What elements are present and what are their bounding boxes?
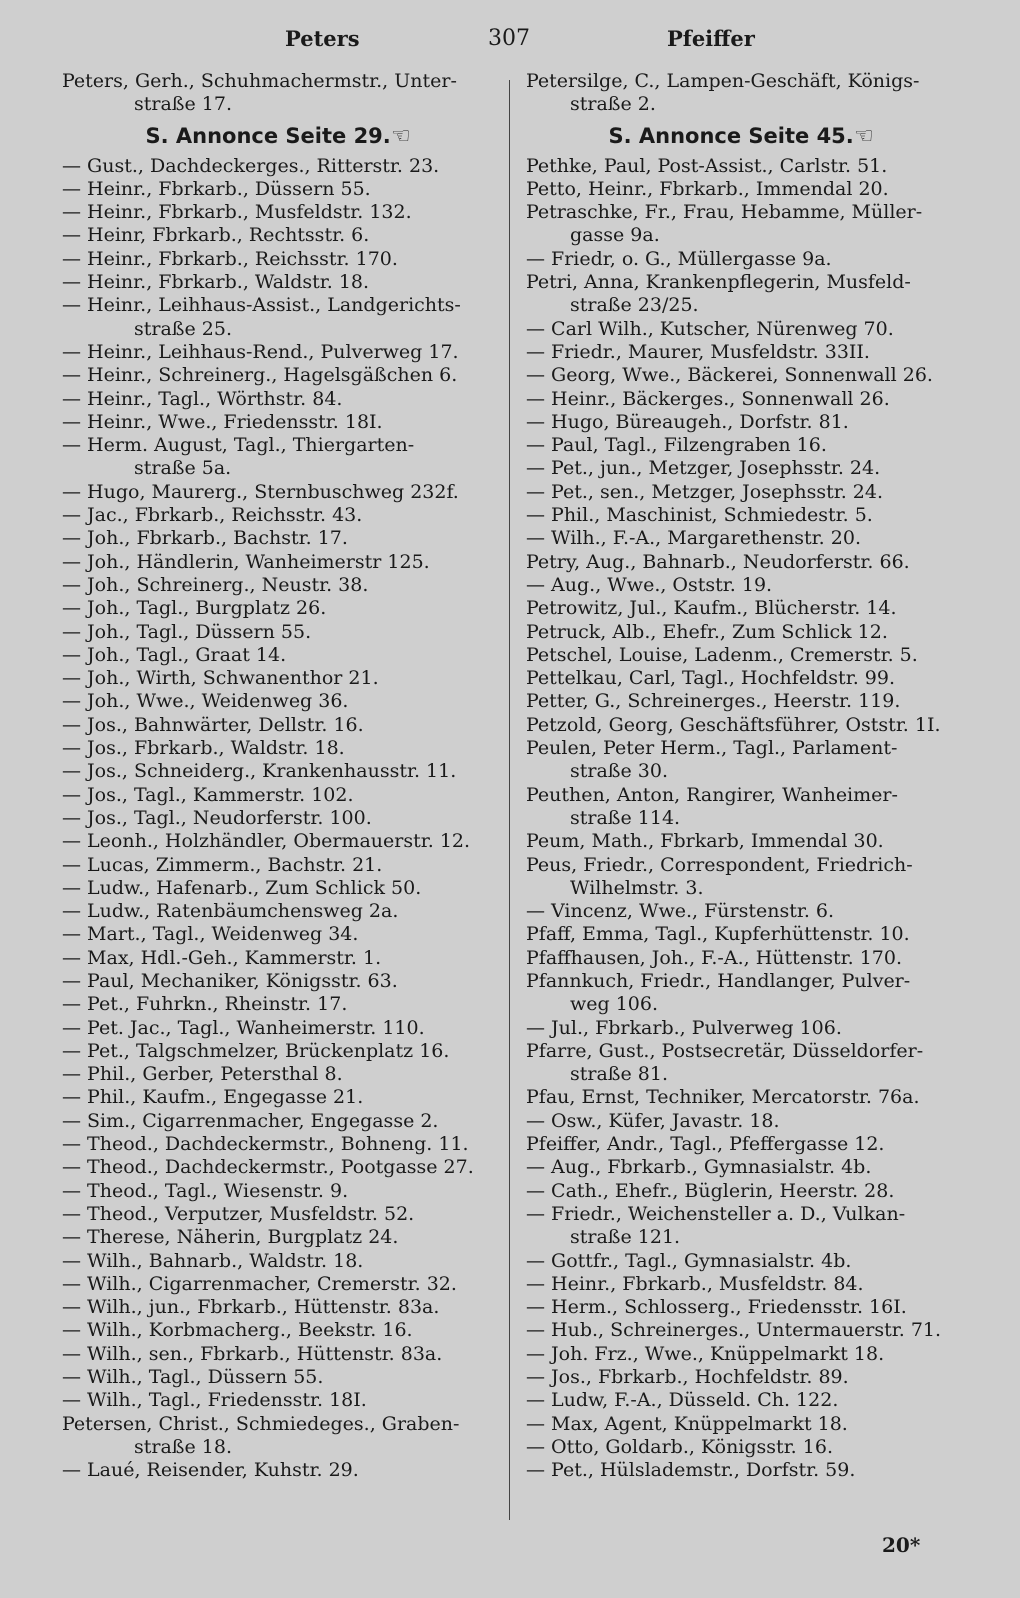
annonce-note xyxy=(62,117,494,155)
directory-entry: — Hugo, Maurerg., Sternbuschweg 232f. xyxy=(62,480,459,503)
directory-entry: — Jos., Tagl., Neudorferstr. 100. xyxy=(62,806,372,829)
directory-entry: — Wilh., F.-A., Margarethenstr. 20. xyxy=(526,527,861,550)
directory-entry: — Pet., sen., Metzger, Josephsstr. 24. xyxy=(526,480,884,503)
directory-entry: — Phil., Gerber, Petersthal 8. xyxy=(62,1063,343,1086)
directory-entry: — Joh., Wwe., Weidenweg 36. xyxy=(62,690,349,713)
directory-entry: — Hub., Schreinerges., Untermauerstr. 71. xyxy=(526,1319,942,1342)
directory-entry: — Pet., Fuhrkn., Rheinstr. 17. xyxy=(62,993,348,1016)
directory-entry: — Sim., Cigarrenmacher, Engegasse 2. xyxy=(62,1109,439,1132)
directory-entry: — Wilh., Cigarrenmacher, Cremerstr. 32. xyxy=(62,1272,457,1295)
annonce-note xyxy=(526,117,956,155)
directory-entry: — Pet., Talgschmelzer, Brückenplatz 16. xyxy=(62,1039,450,1062)
directory-entry: — Phil., Kaufm., Engegasse 21. xyxy=(62,1086,364,1109)
directory-entry: — Lucas, Zimmerm., Bachstr. 21. xyxy=(62,853,383,876)
directory-entry: Peus, Friedr., Correspondent, Friedrich- xyxy=(526,853,913,876)
directory-entry: — Friedr, o. G., Müllergasse 9a. xyxy=(526,247,832,270)
entry-continuation: straße 30. xyxy=(570,760,668,783)
directory-entry: Pfaffhausen, Joh., F.-A., Hüttenstr. 170. xyxy=(526,946,903,969)
right-column xyxy=(526,70,956,1483)
page-header xyxy=(0,26,1020,60)
directory-entry: — Heinr., Fbrkarb., Waldstr. 18. xyxy=(62,271,370,294)
directory-entry: — Leonh., Holzhändler, Obermauerstr. 12. xyxy=(62,830,471,853)
entry-continuation: straße 114. xyxy=(570,806,681,829)
entry-continuation: straße 17. xyxy=(134,93,232,116)
directory-entry: — Max, Hdl.-Geh., Kammerstr. 1. xyxy=(62,946,382,969)
directory-entry: — Osw., Küfer, Javastr. 18. xyxy=(526,1109,780,1132)
directory-entry: — Therese, Näherin, Burgplatz 24. xyxy=(62,1226,399,1249)
directory-entry: — Heinr., Fbrkarb., Musfeldstr. 84. xyxy=(526,1272,864,1295)
directory-entry: — Herm., Schlosserg., Friedensstr. 16I. xyxy=(526,1296,907,1319)
annonce-text: S. Annonce Seite 29. xyxy=(145,123,391,148)
directory-entry: — Aug., Fbrkarb., Gymnasialstr. 4b. xyxy=(526,1156,872,1179)
directory-entry: — Georg, Wwe., Bäckerei, Sonnenwall 26. xyxy=(526,364,933,387)
entry-continuation: straße 5a. xyxy=(134,457,232,480)
directory-entry: Petri, Anna, Krankenpflegerin, Musfeld- xyxy=(526,271,911,294)
directory-entry: Petruck, Alb., Ehefr., Zum Schlick 12. xyxy=(526,620,888,643)
directory-entry: Petzold, Georg, Geschäftsführer, Oststr. 1I. xyxy=(526,713,941,736)
directory-entry: Peulen, Peter Herm., Tagl., Parlament- xyxy=(526,737,898,760)
directory-entry: — Joh., Fbrkarb., Bachstr. 17. xyxy=(62,527,348,550)
directory-entry: Petry, Aug., Bahnarb., Neudorferstr. 66. xyxy=(526,550,910,573)
directory-entry: — Heinr., Bäckerges., Sonnenwall 26. xyxy=(526,387,890,410)
directory-entry: Pfau, Ernst, Techniker, Mercatorstr. 76a. xyxy=(526,1086,920,1109)
directory-entry: — Theod., Dachdeckermstr., Pootgasse 27. xyxy=(62,1156,474,1179)
directory-entry: — Wilh., Korbmacherg., Beekstr. 16. xyxy=(62,1319,413,1342)
directory-entry: — Friedr., Weichensteller a. D., Vulkan- xyxy=(526,1202,906,1225)
directory-entry: — Heinr., Fbrkarb., Reichsstr. 170. xyxy=(62,247,398,270)
directory-entry: — Wilh., Tagl., Friedensstr. 18I. xyxy=(62,1389,367,1412)
directory-entry: — Herm. August, Tagl., Thiergarten- xyxy=(62,434,415,457)
directory-entry: Pfeiffer, Andr., Tagl., Pfeffergasse 12. xyxy=(526,1133,885,1156)
directory-entry: — Joh., Wirth, Schwanenthor 21. xyxy=(62,667,379,690)
annonce-text: S. Annonce Seite 45. xyxy=(608,123,854,148)
directory-entry: — Heinr., Schreinerg., Hagelsgäßchen 6. xyxy=(62,364,458,387)
directory-entry: — Otto, Goldarb., Königsstr. 16. xyxy=(526,1435,833,1458)
directory-entry: Pfarre, Gust., Postsecretär, Düsseldorfer- xyxy=(526,1039,924,1062)
directory-entry: — Pet. Jac., Tagl., Wanheimerstr. 110. xyxy=(62,1016,425,1039)
directory-entry: Pettelkau, Carl, Tagl., Hochfeldstr. 99. xyxy=(526,667,895,690)
directory-entry: Pethke, Paul, Post-Assist., Carlstr. 51. xyxy=(526,154,888,177)
directory-entry: — Ludw., Hafenarb., Zum Schlick 50. xyxy=(62,876,422,899)
header-left-name: Peters xyxy=(285,26,360,51)
directory-entry: — Heinr., Leihhaus-Rend., Pulverweg 17. xyxy=(62,340,459,363)
entry-continuation: straße 81. xyxy=(570,1063,668,1086)
directory-entry: Petto, Heinr., Fbrkarb., Immendal 20. xyxy=(526,177,889,200)
directory-entry: — Joh., Tagl., Graat 14. xyxy=(62,643,287,666)
directory-entry: — Heinr., Fbrkarb., Musfeldstr. 132. xyxy=(62,201,412,224)
directory-entry: — Carl Wilh., Kutscher, Nürenweg 70. xyxy=(526,317,894,340)
directory-entry: — Heinr, Fbrkarb., Rechtsstr. 6. xyxy=(62,224,370,247)
directory-entry: — Joh., Händlerin, Wanheimerstr 125. xyxy=(62,550,430,573)
directory-entry: Peters, Gerh., Schuhmachermstr., Unter- xyxy=(62,70,457,92)
directory-entry: — Paul, Mechaniker, Königsstr. 63. xyxy=(62,969,398,992)
directory-entry: — Mart., Tagl., Weidenweg 34. xyxy=(62,923,359,946)
directory-entry: — Wilh., sen., Fbrkarb., Hüttenstr. 83a. xyxy=(62,1342,443,1365)
directory-entry: — Pet., jun., Metzger, Josephsstr. 24. xyxy=(526,457,881,480)
left-column xyxy=(62,70,494,1483)
pointing-hand-icon: ☞ xyxy=(853,123,874,149)
directory-entry: — Heinr., Leihhaus-Assist., Landgerichts- xyxy=(62,294,461,317)
entry-continuation: straße 121. xyxy=(570,1226,681,1249)
directory-entry: — Phil., Maschinist, Schmiedestr. 5. xyxy=(526,504,873,527)
directory-entry: — Jos., Fbrkarb., Hochfeldstr. 89. xyxy=(526,1366,849,1389)
directory-entry: — Gottfr., Tagl., Gymnasialstr. 4b. xyxy=(526,1249,852,1272)
directory-entry: — Jos., Fbrkarb., Waldstr. 18. xyxy=(62,737,345,760)
directory-entry: — Ludw, F.-A., Düsseld. Ch. 122. xyxy=(526,1389,839,1412)
directory-entry: — Friedr., Maurer, Musfeldstr. 33II. xyxy=(526,340,870,363)
entry-continuation: straße 18. xyxy=(134,1435,232,1458)
directory-entry: — Theod., Dachdeckermstr., Bohneng. 11. xyxy=(62,1133,469,1156)
directory-entry: — Theod., Tagl., Wiesenstr. 9. xyxy=(62,1179,349,1202)
directory-entry: — Heinr., Wwe., Friedensstr. 18I. xyxy=(62,410,383,433)
directory-entry: — Wilh., Bahnarb., Waldstr. 18. xyxy=(62,1249,364,1272)
directory-entry: — Hugo, Büreaugeh., Dorfstr. 81. xyxy=(526,410,849,433)
entry-continuation: Wilhelmstr. 3. xyxy=(570,876,704,899)
directory-entry: — Wilh., jun., Fbrkarb., Hüttenstr. 83a. xyxy=(62,1296,440,1319)
directory-entry: — Max, Agent, Knüppelmarkt 18. xyxy=(526,1412,848,1435)
directory-entry: — Gust., Dachdeckerges., Ritterstr. 23. xyxy=(62,154,440,177)
directory-entry: Petschel, Louise, Ladenm., Cremerstr. 5. xyxy=(526,643,918,666)
directory-entry: Petersen, Christ., Schmiedeges., Graben- xyxy=(62,1412,460,1435)
directory-entry: — Jos., Bahnwärter, Dellstr. 16. xyxy=(62,713,364,736)
directory-entry: — Cath., Ehefr., Büglerin, Heerstr. 28. xyxy=(526,1179,895,1202)
directory-entry: Pfaff, Emma, Tagl., Kupferhüttenstr. 10. xyxy=(526,923,910,946)
directory-entry: Petersilge, C., Lampen-Geschäft, Königs- xyxy=(526,70,920,92)
page-number: 307 xyxy=(488,26,530,51)
directory-entry: — Joh., Schreinerg., Neustr. 38. xyxy=(62,573,369,596)
directory-entry: — Theod., Verputzer, Musfeldstr. 52. xyxy=(62,1202,415,1225)
column-divider xyxy=(509,80,510,1520)
directory-entry: — Aug., Wwe., Oststr. 19. xyxy=(526,573,773,596)
directory-entry: — Laué, Reisender, Kuhstr. 29. xyxy=(62,1459,359,1482)
entry-continuation: straße 23/25. xyxy=(570,294,699,317)
directory-entry: — Wilh., Tagl., Düssern 55. xyxy=(62,1366,324,1389)
directory-entry: — Heinr., Fbrkarb., Düssern 55. xyxy=(62,177,371,200)
sheet-signature: 20* xyxy=(882,1533,921,1557)
directory-entry: — Joh., Tagl., Düssern 55. xyxy=(62,620,312,643)
directory-entry: Peum, Math., Fbrkarb, Immendal 30. xyxy=(526,830,884,853)
directory-entry: — Jos., Schneiderg., Krankenhausstr. 11. xyxy=(62,760,457,783)
directory-entry: — Joh., Tagl., Burgplatz 26. xyxy=(62,597,327,620)
directory-entry: — Joh. Frz., Wwe., Knüppelmarkt 18. xyxy=(526,1342,885,1365)
directory-entry: Peuthen, Anton, Rangirer, Wanheimer- xyxy=(526,783,898,806)
directory-entry: — Jos., Tagl., Kammerstr. 102. xyxy=(62,783,354,806)
directory-entry: Petraschke, Fr., Frau, Hebamme, Müller- xyxy=(526,201,923,224)
pointing-hand-icon: ☞ xyxy=(390,123,411,149)
directory-entry: Pfannkuch, Friedr., Handlanger, Pulver- xyxy=(526,969,911,992)
entry-continuation: gasse 9a. xyxy=(570,224,660,247)
directory-entry: — Ludw., Ratenbäumchensweg 2a. xyxy=(62,900,399,923)
directory-entry: — Paul, Tagl., Filzengraben 16. xyxy=(526,434,827,457)
header-right-name: Pfeiffer xyxy=(667,26,755,51)
directory-entry: — Vincenz, Wwe., Fürstenstr. 6. xyxy=(526,900,835,923)
directory-entry: — Pet., Hülslademstr., Dorfstr. 59. xyxy=(526,1459,856,1482)
directory-entry: Petter, G., Schreinerges., Heerstr. 119. xyxy=(526,690,901,713)
entry-continuation: straße 2. xyxy=(570,93,656,116)
entry-continuation: weg 106. xyxy=(570,993,659,1016)
directory-entry: Petrowitz, Jul., Kaufm., Blücherstr. 14. xyxy=(526,597,897,620)
directory-entry: — Jul., Fbrkarb., Pulverweg 106. xyxy=(526,1016,842,1039)
entry-continuation: straße 25. xyxy=(134,317,232,340)
directory-entry: — Jac., Fbrkarb., Reichsstr. 43. xyxy=(62,504,363,527)
directory-entry: — Heinr., Tagl., Wörthstr. 84. xyxy=(62,387,343,410)
